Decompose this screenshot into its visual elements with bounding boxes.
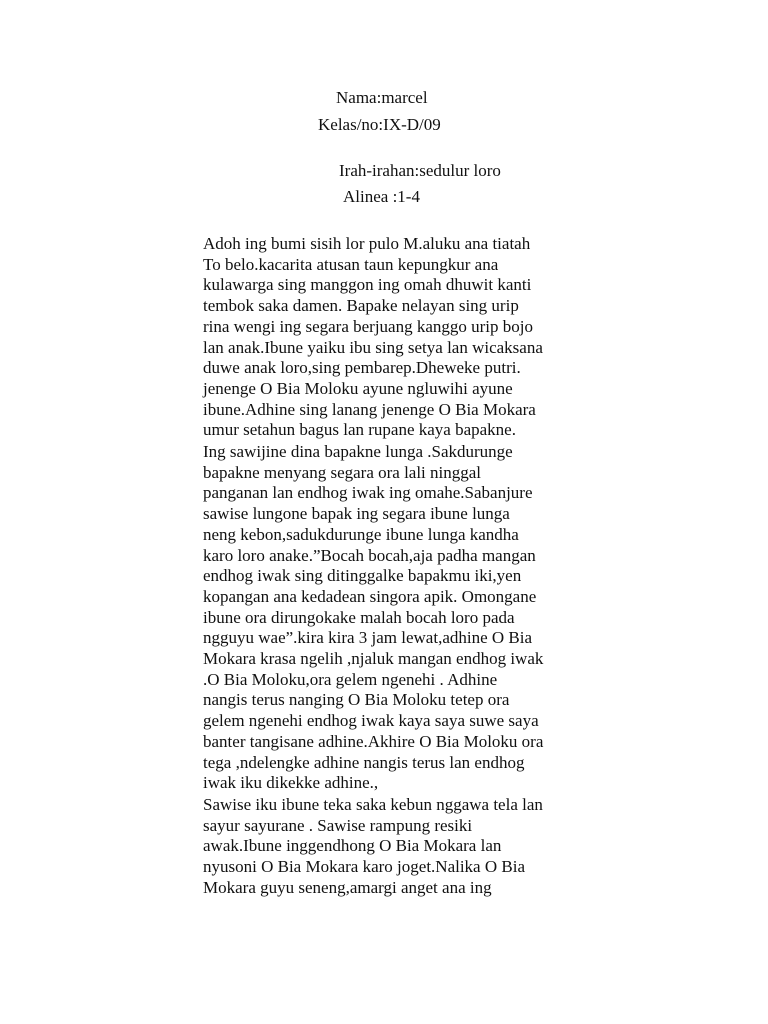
text-line: bapakne menyang segara ora lali ninggal — [203, 462, 482, 482]
text-line: awak.Ibune inggendhong O Bia Mokara lan — [203, 836, 502, 856]
text-line: rina wengi ing segara berjuang kanggo urip bojo — [203, 316, 533, 336]
paragraph-range: Alinea :1-4 — [343, 187, 420, 206]
text-line: kopangan ana kedadean singora apik. Omongane — [203, 586, 537, 606]
text-line: To belo.kacarita atusan taun kepungkur ana — [203, 254, 499, 274]
text-line: sayur sayurane . Sawise rampung resiki — [203, 815, 473, 835]
student-name: Nama:marcel — [336, 88, 428, 107]
text-line: banter tangisane adhine.Akhire O Bia Moloku ora — [203, 731, 544, 751]
text-line: duwe anak loro,sing pembarep.Dheweke putri. — [203, 358, 521, 378]
class-number: Kelas/no:IX-D/09 — [318, 115, 441, 134]
text-line: Adoh ing bumi sisih lor pulo M.aluku ana tiatah — [203, 234, 531, 253]
text-line: Mokara krasa ngelih ,njaluk mangan endhog iwak — [203, 649, 544, 669]
paragraph-1 — [203, 234, 583, 441]
text-line: endhog iwak sing ditinggalke bapakmu iki,yen — [203, 566, 522, 586]
text-line: karo loro anake.”Bocah bocah,aja padha mangan — [203, 545, 536, 565]
text-line: ibune ora dirungokake malah bocah loro pada — [203, 607, 515, 627]
story-body — [203, 234, 583, 899]
text-line: ngguyu wae”.kira kira 3 jam lewat,adhine O Bia — [203, 628, 533, 648]
text-line: Ing sawijine dina bapakne lunga .Sakdurunge — [203, 442, 513, 462]
text-line: ibune.Adhine sing lanang jenenge O Bia Mokara — [203, 399, 536, 419]
text-line: iwak iku dikekke adhine., — [203, 773, 379, 793]
text-line: lan anak.Ibune yaiku ibu sing setya lan wicaksana — [203, 337, 543, 357]
text-line: Sawise iku ibune teka saka kebun nggawa tela lan — [203, 794, 543, 814]
text-line: panganan lan endhog iwak ing omahe.Sabanjure — [203, 483, 533, 503]
paragraph-2 — [203, 442, 583, 794]
text-line: kulawarga sing manggon ing omah dhuwit kanti — [203, 275, 532, 295]
text-line: Mokara guyu seneng,amargi anget ana ing — [203, 877, 492, 897]
story-title: Irah-irahan:sedulur loro — [339, 161, 501, 180]
text-line: sawise lungone bapak ing segara ibune lunga — [203, 504, 510, 524]
text-line: umur setahun bagus lan rupane kaya bapakne. — [203, 420, 516, 440]
text-line: .O Bia Moloku,ora gelem ngenehi . Adhine — [203, 669, 498, 689]
text-line: nangis terus nanging O Bia Moloku tetep ora — [203, 690, 510, 710]
text-line: tembok saka damen. Bapake nelayan sing urip — [203, 296, 519, 316]
text-line: nyusoni O Bia Mokara karo joget.Nalika O Bia — [203, 857, 525, 877]
text-line: gelem ngenehi endhog iwak kaya saya suwe saya — [203, 711, 539, 731]
paragraph-3 — [203, 795, 583, 899]
text-line: tega ,ndelengke adhine nangis terus lan endhog — [203, 752, 525, 772]
text-line: neng kebon,sadukdurunge ibune lunga kandha — [203, 524, 519, 544]
text-line: jenenge O Bia Moloku ayune ngluwihi ayune — [203, 378, 513, 398]
